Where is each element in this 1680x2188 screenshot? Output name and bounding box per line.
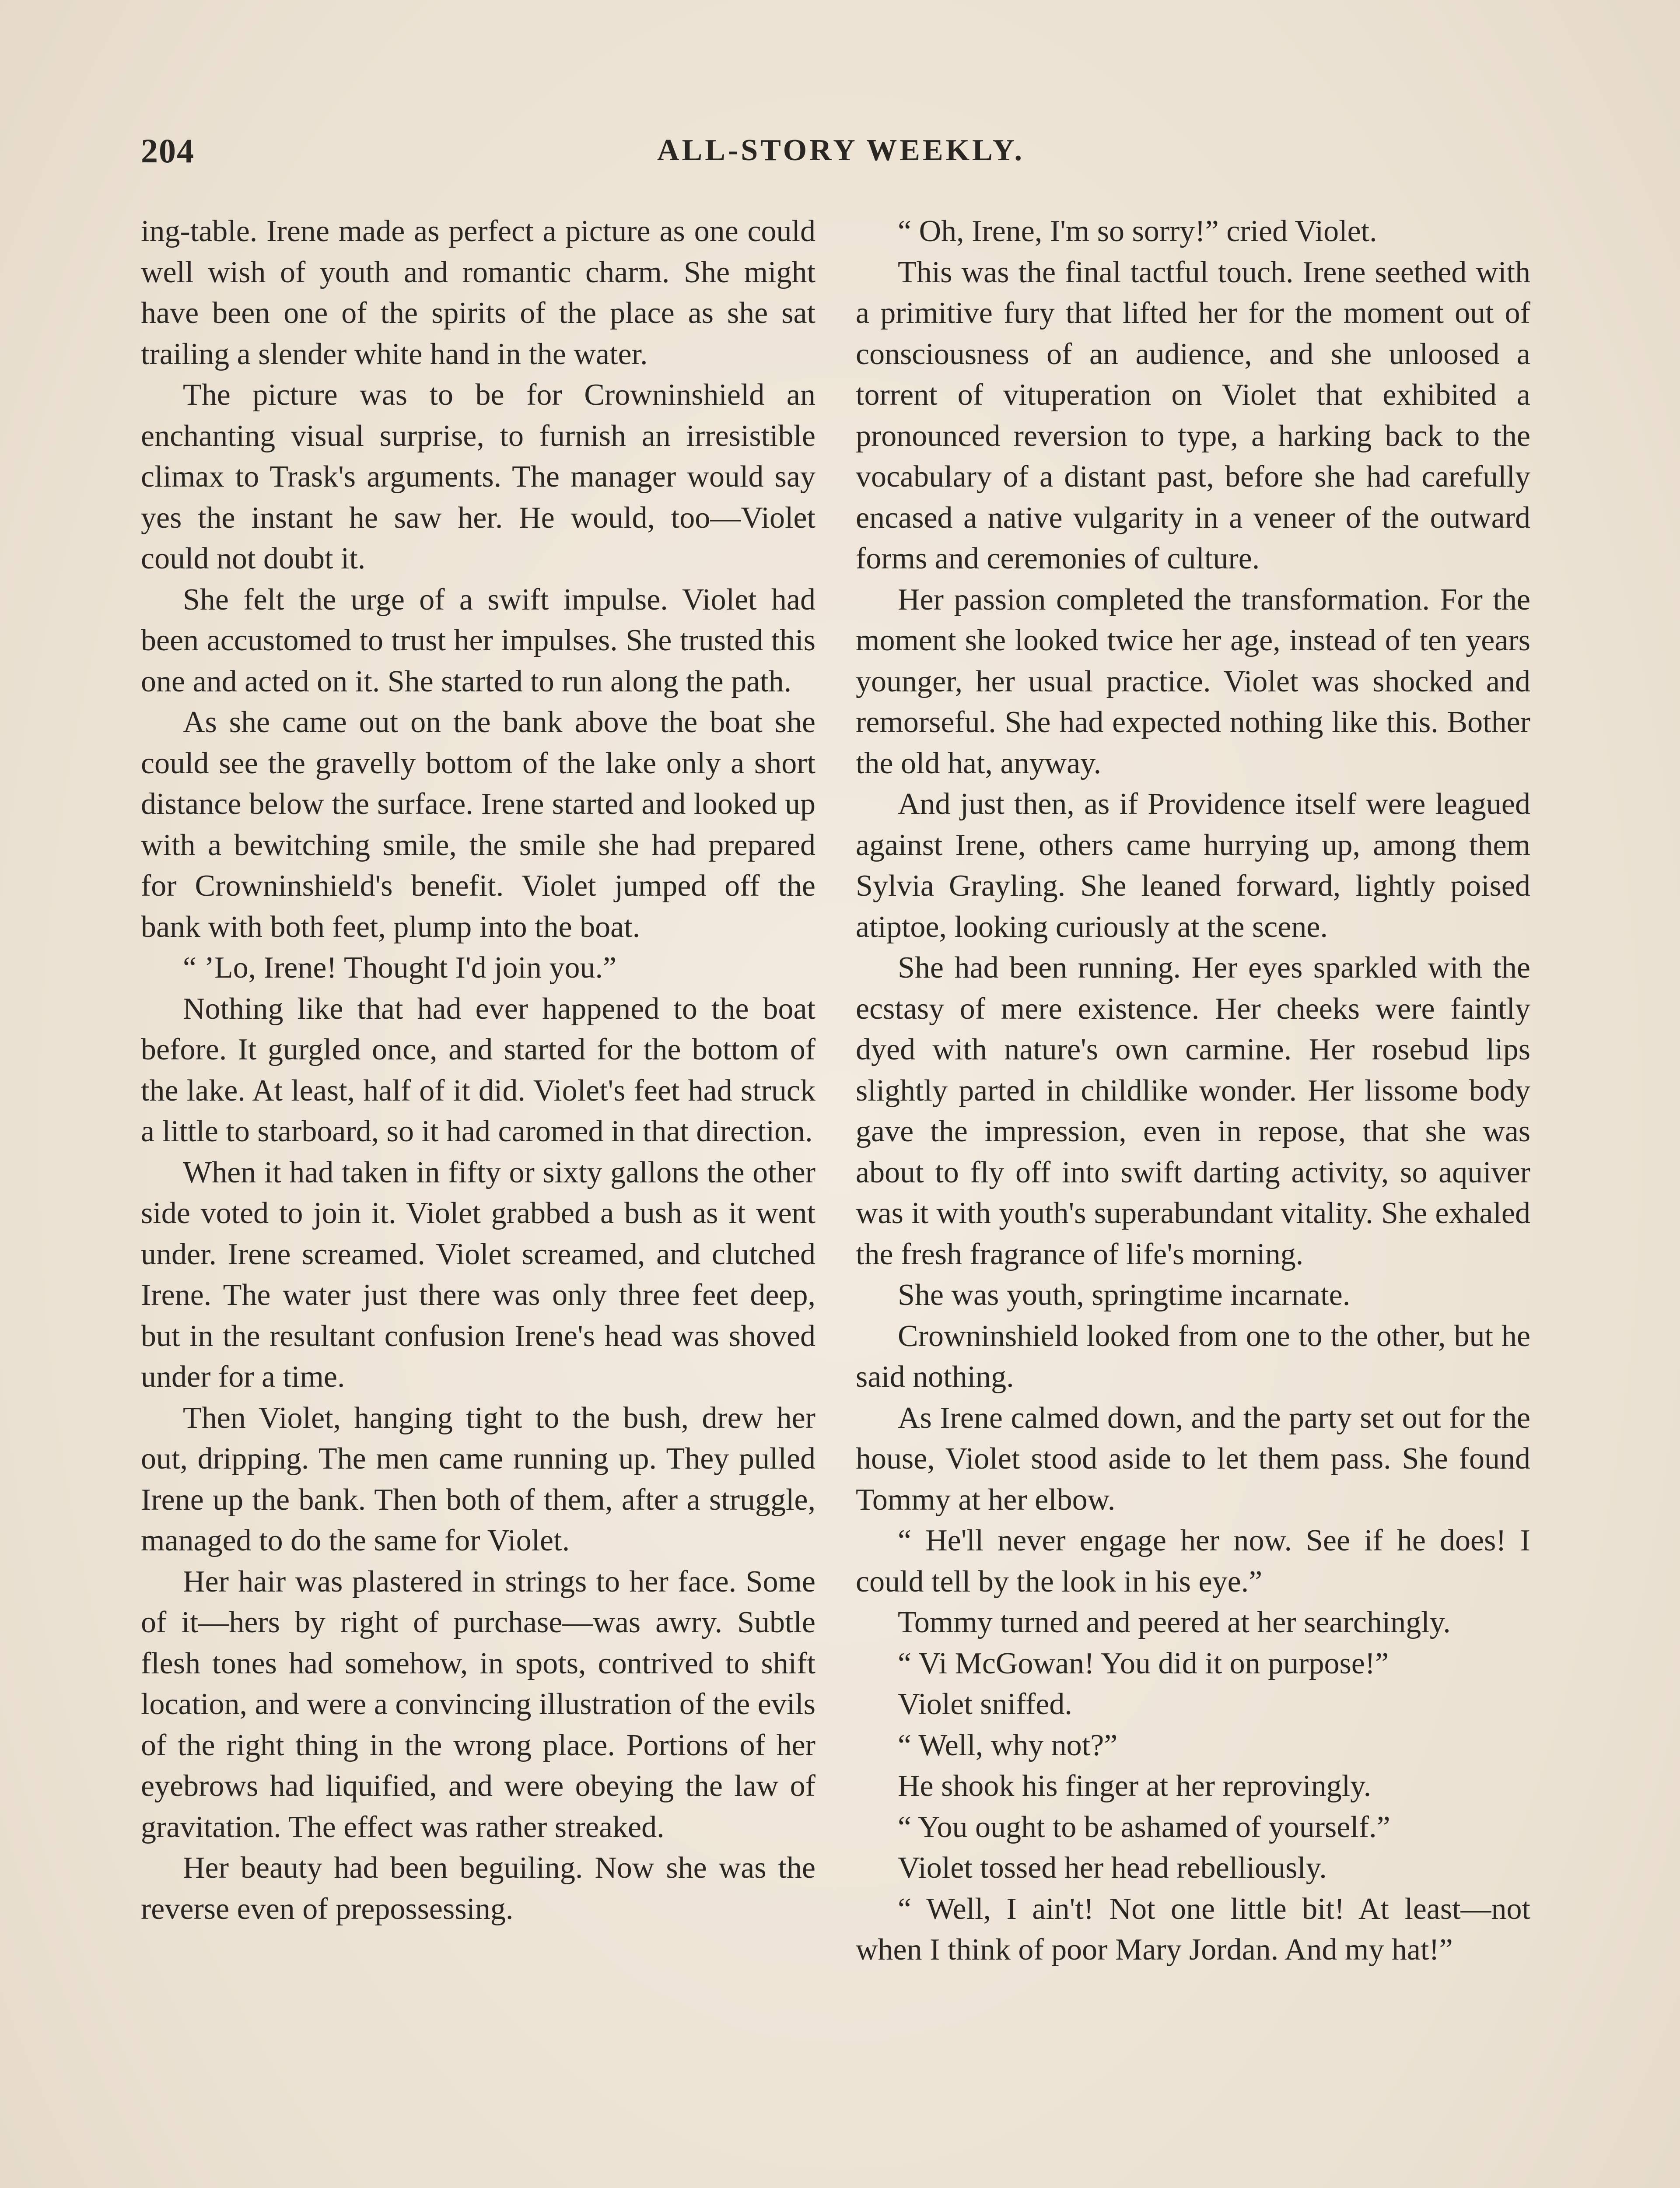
paragraph: “ He'll never engage her now. See if he does! I could tell by the look in his eye.” xyxy=(856,1524,1530,1599)
right-column xyxy=(856,211,1530,1971)
paragraph: Then Violet, hanging tight to the bush, drew her out, dripping. The men came running up. They pulled Irene up the bank. Then both of them, after a struggle, managed to do the same for Violet. xyxy=(141,1401,816,1557)
paragraph: Nothing like that had ever happened to the boat before. It gurgled once, and started for the bottom of the lake. At least, half of it did. Violet's feet had struck a little to starboard, so it had caromed in that direction. xyxy=(141,992,816,1148)
paragraph: ing-table. Irene made as perfect a picture as one could well wish of youth and romantic charm. She might have been one of the spirits of the place as she sat trailing a slender white hand in the water. xyxy=(141,214,816,371)
paragraph: When it had taken in fifty or sixty gallons the other side voted to join it. Violet grabbed a bush as it went under. Irene screamed. Violet screamed, and clutched Irene. The water just there was only three feet deep, but in the resultant confusion Irene's head was shoved under for a time. xyxy=(141,1155,816,1394)
paragraph: “ Well, I ain't! Not one little bit! At least—not when I think of poor Mary Jordan. And my hat!” xyxy=(856,1892,1530,1967)
paragraph: Her hair was plastered in strings to her face. Some of it—hers by right of purchase—was awry. Subtle flesh tones had somehow, in spots, contrived to shift location, and were a convincing illustration of the evils of the right thing in the wrong place. Portions of her eyebrows had liquified, and were obeying the law of gravitation. The effect was rather streaked. xyxy=(141,1564,816,1844)
paragraph: Violet tossed her head rebelliously. xyxy=(898,1851,1327,1885)
paragraph: This was the final tactful touch. Irene seethed with a primitive fury that lifted her for the moment out of consciousness of an audience, and she unloosed a torrent of vituperation on Violet that exhibited a pronounced reversion to type, a harking back to the vocabulary of a distant past, before she had carefully encased a native vulgarity in a veneer of the outward forms and ceremonies of culture. xyxy=(856,255,1530,575)
paragraph: “ Oh, Irene, I'm so sorry!” cried Violet. xyxy=(898,214,1377,248)
paragraph: Tommy turned and peered at her searchingly. xyxy=(898,1606,1451,1639)
paragraph: Her passion completed the transformation. For the moment she looked twice her age, instead of ten years younger, her usual practice. Violet was shocked and remorseful. She had expected nothing like this. Bother the old hat, anyway. xyxy=(856,582,1530,780)
left-column xyxy=(141,211,816,1929)
paragraph: The picture was to be for Crowninshield an enchanting visual surprise, to furnish an irresistible climax to Trask's arguments. The manager would say yes the instant he saw her. He would, too—Violet could not doubt it. xyxy=(141,378,816,575)
paragraph: She had been running. Her eyes sparkled with the ecstasy of mere existence. Her cheeks were faintly dyed with nature's own carmine. Her rosebud lips slightly parted in childlike wonder. Her lissome body gave the impression, even in repose, that she was about to fly off into swift darting activity, so aquiver was it with youth's superabundant vitality. She exhaled the fresh fragrance of life's morning. xyxy=(856,951,1530,1271)
page-number: 204 xyxy=(141,132,195,170)
page-header xyxy=(141,131,1541,184)
paragraph: As she came out on the bank above the boat she could see the gravelly bottom of the lake only a short distance below the surface. Irene started and looked up with a bewitching smile, the smile she had prepared for Crowninshield's benefit. Violet jumped off the bank with both feet, plump into the boat. xyxy=(141,705,816,944)
paragraph: Violet sniffed. xyxy=(898,1687,1072,1721)
paragraph: “ ’Lo, Irene! Thought I'd join you.” xyxy=(183,951,617,985)
paragraph: Her beauty had been beguiling. Now she was the reverse even of prepossessing. xyxy=(141,1851,816,1926)
paragraph: And just then, as if Providence itself were leagued against Irene, others came hurrying up, among them Sylvia Grayling. She leaned forward, lightly poised atiptoe, looking curiously at the scene. xyxy=(856,787,1530,944)
paragraph: As Irene calmed down, and the party set out for the house, Violet stood aside to let them pass. She found Tommy at her elbow. xyxy=(856,1401,1530,1517)
paragraph: “ You ought to be ashamed of yourself.” xyxy=(898,1810,1390,1844)
paragraph: He shook his finger at her reprovingly. xyxy=(898,1769,1372,1803)
paragraph: Crowninshield looked from one to the other, but he said nothing. xyxy=(856,1319,1530,1394)
paragraph: “ Vi McGowan! You did it on purpose!” xyxy=(898,1646,1389,1680)
paragraph: She felt the urge of a swift impulse. Violet had been accustomed to trust her impulses. She trusted this one and acted on it. She started to run along the path. xyxy=(141,582,816,698)
magazine-title: ALL-STORY WEEKLY. xyxy=(657,133,1025,167)
paragraph: “ Well, why not?” xyxy=(898,1728,1118,1762)
paragraph: She was youth, springtime incarnate. xyxy=(898,1278,1351,1312)
